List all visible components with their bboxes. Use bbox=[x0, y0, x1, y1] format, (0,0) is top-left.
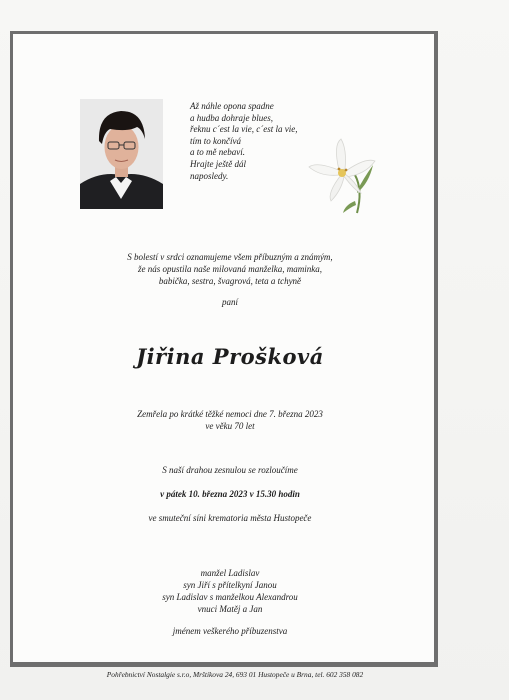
farewell-text: S naší drahou zesnulou se rozloučíme bbox=[162, 465, 298, 475]
death-line: Zemřela po krátké těžké nemoci dne 7. března 2023 bbox=[137, 409, 323, 419]
mourner-line: vnuci Matěj a Jan bbox=[197, 604, 263, 614]
mourner-line: manžel Ladislav bbox=[200, 568, 260, 578]
announcement-line: babička, sestra, švagrová, teta a tchyně bbox=[158, 276, 302, 286]
poem-line: naposledy. bbox=[190, 170, 229, 181]
announcement-line: S bolestí v srdci oznamujeme všem příbuzným a známým, bbox=[127, 252, 333, 262]
mourner-line: syn Jiří s přítelkyní Janou bbox=[183, 580, 277, 590]
poem-line: a hudba dohraje blues, bbox=[190, 112, 273, 123]
mourners-list bbox=[40, 567, 420, 615]
mourner-line: syn Ladislav s manželkou Alexandrou bbox=[162, 592, 298, 602]
lily-flower-icon bbox=[305, 135, 377, 215]
announcement-text bbox=[40, 251, 420, 287]
ceremony-datetime: v pátek 10. března 2023 v 15.30 hodin bbox=[160, 489, 300, 499]
poem-line: tím to končívá bbox=[190, 135, 241, 146]
poem-line: řeknu c´est la vie, c´est la vie, bbox=[190, 124, 298, 135]
announcement-line: že nás opustila naše milovaná manželka, maminka, bbox=[138, 264, 322, 274]
poem-line: Až náhle opona spadne bbox=[190, 101, 274, 111]
poem-line: a to mě nebaví. bbox=[190, 147, 245, 158]
pani-label: paní bbox=[221, 297, 238, 307]
death-info bbox=[100, 408, 360, 432]
poem-line: Hrajte ještě dál bbox=[190, 158, 246, 169]
ceremony-place: ve smuteční síni krematoria města Hustopeče bbox=[148, 513, 312, 523]
deceased-name: Jiřina Prošková bbox=[136, 344, 324, 369]
portrait-photo bbox=[80, 99, 163, 209]
funeral-home-footer: Pohřebnictví Nostalgie s.r.o, Mrštíkova 24, 693 01 Hustopeče u Brna, tel. 602 358 082 bbox=[106, 670, 364, 679]
family-signoff: jménem veškerého příbuzenstva bbox=[172, 626, 288, 636]
death-line: ve věku 70 let bbox=[205, 421, 255, 431]
